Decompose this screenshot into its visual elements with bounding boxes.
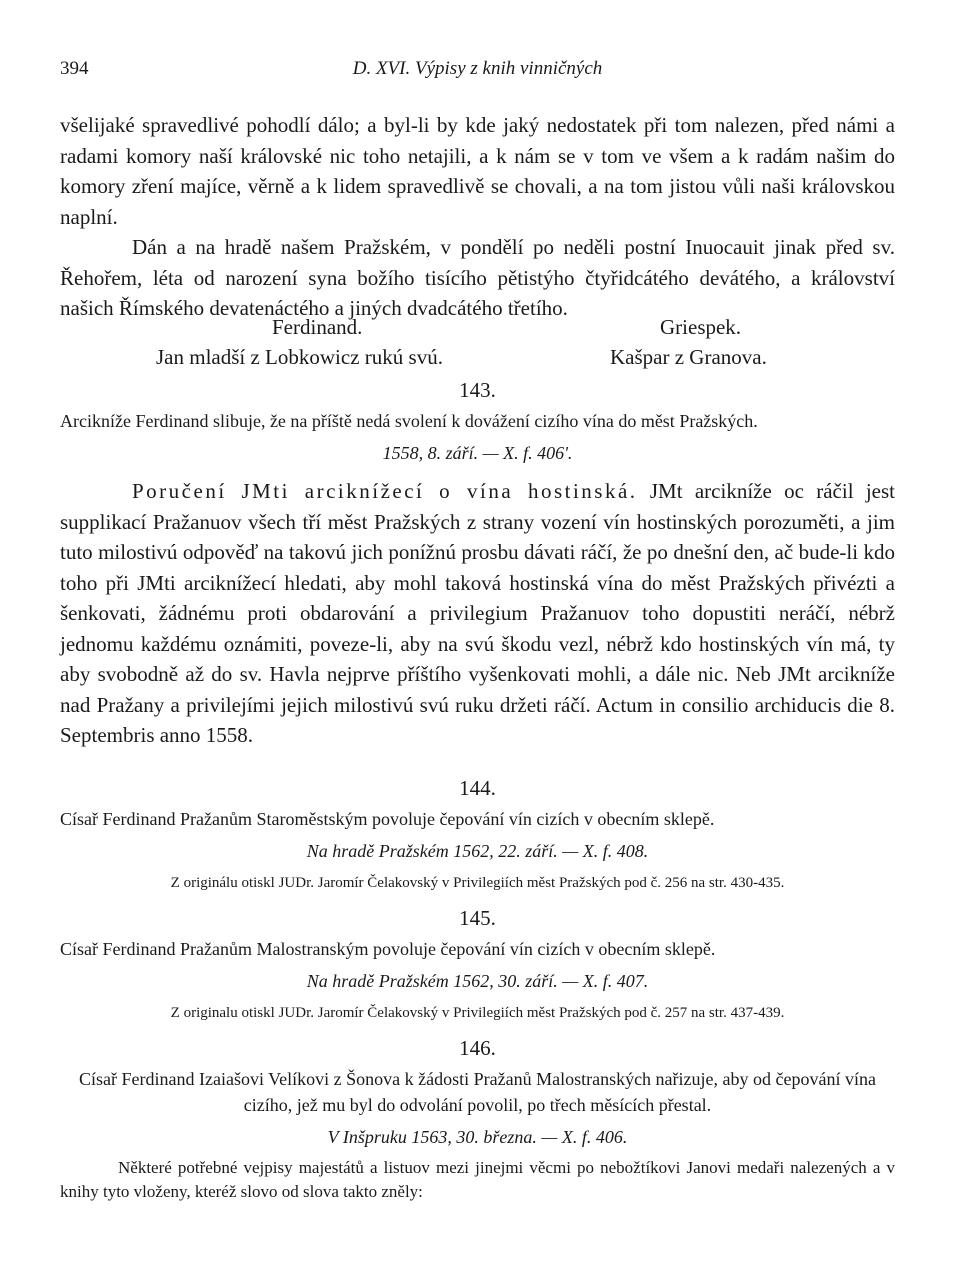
doc-142-paragraph-1: všelijaké spravedlivé pohodlí dálo; a byl-li by kde jaký nedostatek při tom nalezen, před námi a radami komory naší královské nic toho netajili, a k nám se v tom ve všem a k radám našim do komory zření majíce, věrně a k lidem spravedlivě se chovali, a na tom jistou vůli naši královskou naplní. xyxy=(60,113,895,229)
page-header xyxy=(60,58,895,88)
doc-143-date: 1558, 8. září. — X. f. 406'. xyxy=(382,443,573,463)
doc-145-edition-note: Z originalu otiskl JUDr. Jaromír Čelakovský v Privilegiích měst Pražských pod č. 257 na str. 437-439. xyxy=(170,1005,785,1021)
page-number: 394 xyxy=(60,58,89,79)
doc-143-number: 143. xyxy=(459,378,496,402)
doc-146-regest: Císař Ferdinand Izaiašovi Velíkovi z Šonova k žádosti Pražanů Malostranských nařizuje, aby od čepování vína cizího, jež mu byl do odvolání povolil, po třech měsících přestal. xyxy=(79,1069,876,1115)
doc-145-regest: Císař Ferdinand Pražanům Malostranským povoluje čepování vín cizích v obecním sklepě. xyxy=(60,939,716,959)
doc-146-number: 146. xyxy=(459,1036,496,1060)
signature-lobkowicz: Jan mladší z Lobkowicz rukú svú. xyxy=(156,345,443,369)
doc-143-text xyxy=(60,476,895,751)
doc-146-text xyxy=(60,1156,895,1204)
signatures xyxy=(60,312,895,372)
doc-145 xyxy=(60,904,895,1024)
signature-ferdinand: Ferdinand. xyxy=(272,315,363,339)
doc-146-date: V Inšpruku 1563, 30. března. — X. f. 406. xyxy=(327,1127,628,1147)
doc-144-number: 144. xyxy=(459,776,496,800)
doc-142-dating-clause: Dán a na hradě našem Pražském, v pondělí po neděli postní Inuocauit jinak před sv. Řehořem, léta od narození syna božího tisícího pětistýho čtyřidcátého devátého, a království našich Římského devatenáctého a jiných dvadcátého třetího. xyxy=(60,235,895,320)
doc-144-edition-note: Z originálu otiskl JUDr. Jaromír Čelakovský v Privilegiích měst Pražských pod č. 256 na str. 430-435. xyxy=(170,875,785,891)
doc-145-date: Na hradě Pražském 1562, 30. září. — X. f. 407. xyxy=(306,971,649,991)
doc-143-body: JMt arcikníže oc ráčil jest supplikací Pražanuov všech tří měst Pražských z strany vození vín hostinských porozuměti, a jim tuto milostivú odpověď na takovú jich ponížnú prosbu dávati ráčí, že po dnešní den, ač bude-li kdo toho při JMti arciknížecí hledati, aby mohl taková hostinská vína do měst Pražských přivézti a šenkovati, žádnému proti obdarování a privilegium Pražanuov toho dopustiti neráčí, nébrž jednomu každému oznámiti, poveze-li, aby na svú škodu vezl, nébrž kdo hostinských vín má, ty aby svobodně až do sv. Havla nejprve příštího vyšenkovati mohli, a dále nic. Neb JMt arcikníže nad Pražany a privilejími jejich milostivú svú ruku držeti ráčí. Actum in consilio archiducis die 8. Septembris anno 1558. xyxy=(60,479,895,747)
doc-146-body: Některé potřebné vejpisy majestátů a listuov mezi jinejmi věcmi po nebožtíkovi Janovi medaři nalezených a v knihy tyto vloženy, kteréž slovo od slova takto zněly: xyxy=(60,1158,895,1201)
doc-143-regest: Arcikníže Ferdinand slibuje, že na příště nedá svolení k dovážení cizího vína do měst Pražských. xyxy=(60,411,758,431)
doc-143 xyxy=(60,376,895,751)
signature-granova: Kašpar z Granova. xyxy=(610,345,767,369)
doc-145-number: 145. xyxy=(459,906,496,930)
doc-143-spaced-opening: Poručení JMti arciknížecí o vína hostinská. xyxy=(132,479,638,503)
doc-142-ending xyxy=(60,110,895,324)
doc-144-date: Na hradě Pražském 1562, 22. září. — X. f. 408. xyxy=(306,841,649,861)
running-title: D. XVI. Výpisy z knih vinničných xyxy=(352,58,603,79)
doc-144-regest: Císař Ferdinand Pražanům Staroměstským povoluje čepování vín cizích v obecním sklepě. xyxy=(60,809,715,829)
doc-146 xyxy=(60,1034,895,1204)
doc-144 xyxy=(60,774,895,894)
signature-griespek: Griespek. xyxy=(660,315,742,339)
